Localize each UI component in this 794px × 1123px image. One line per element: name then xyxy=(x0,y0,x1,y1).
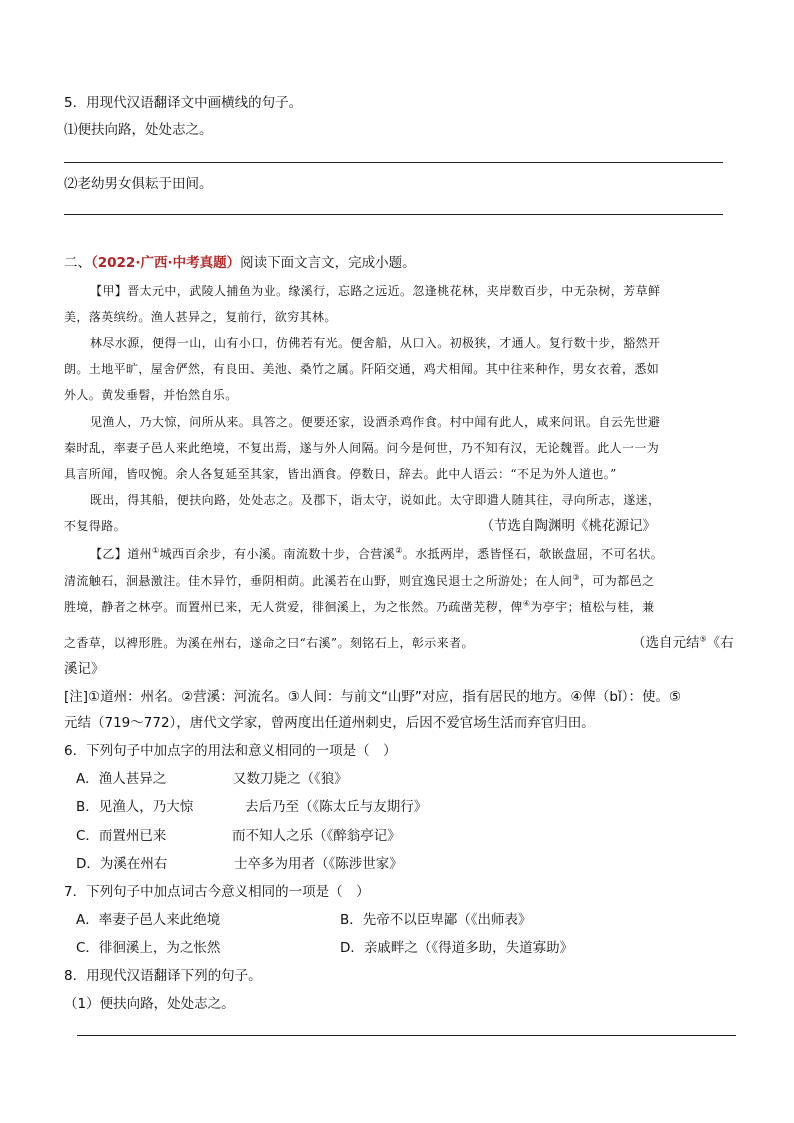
q7-option-d: D．亲戚畔之（《得道多助，失道寡助》 xyxy=(340,940,574,956)
passage-b-line: 胜境，静者之林亭。而置州已来，无人赏爱，徘徊溪上，为之怅然。乃疏凿芜秽，俾④为亭宇；植松与桂，兼 xyxy=(64,599,655,614)
q6-option-d-right: 士卒多为用者（《陈涉世家》 xyxy=(234,856,403,872)
notes-line: [注]①道州：州名。②营溪：河流名。③人间：与前文“山野”对应，指有居民的地方。④俾（bǐ）：使。⑤ xyxy=(64,689,682,705)
passage-a-line: 朗。土地平旷，屋舍俨然，有良田、美池、桑竹之属。阡陌交通，鸡犬相闻。其中往来种作，男女衣着，悉如 xyxy=(64,362,660,376)
passage-a-line: 美，落英缤纷。渔人甚异之，复前行，欲穷其林。 xyxy=(64,310,337,324)
passage-a-line: 【甲】晋太元中，武陵人捕鱼为业。缘溪行，忘路之远近。忽逢桃花林，夹岸数百步，中无杂树，芳草鲜 xyxy=(90,284,661,298)
q7-option-a: A．率妻子邑人来此绝境 xyxy=(76,912,221,928)
q6-stem: 6．下列句子中加点字的用法和意义相同的一项是（ ） xyxy=(64,743,397,759)
passage-a-line: 不复得路。 xyxy=(64,519,127,533)
passage-a-line: 见渔人，乃大惊，问所从来。具答之。便要还家，设酒杀鸡作食。村中闻有此人，咸来问讯。自云先世避 xyxy=(90,415,661,429)
q5-stem: 5．用现代汉语翻译文中画横线的句子。 xyxy=(64,95,303,111)
q7-stem: 7．下列句子中加点词古今意义相同的一项是（ ） xyxy=(64,884,370,900)
answer-line xyxy=(64,162,723,163)
passage-a-line: 既出，得其船，便扶向路，处处志之。及郡下，诣太守，说如此。太守即遣人随其往，寻向所志，遂迷， xyxy=(90,493,661,507)
passage-a-source: （节选自陶渊明《桃花源记》 xyxy=(480,518,656,534)
exam-source-tag: （2022·广西·中考真题） xyxy=(91,255,241,271)
q5-item-2: ⑵老幼男女俱耘于田间。 xyxy=(64,176,213,192)
q6-option-c-right: 而不知人之乐（《醉翁亭记》 xyxy=(232,828,401,844)
passage-b-source-cont: 溪记》 xyxy=(64,661,105,677)
q6-option-b-right: 去后乃至（《陈太丘与友期行》 xyxy=(245,799,428,815)
passage-a-line: 具言所闻，皆叹惋。余人各复延至其家，皆出酒食。停数日，辞去。此中人语云：“不足为外人道也。” xyxy=(64,467,617,481)
section-heading xyxy=(64,254,416,272)
q6-option-c-left: C．而置州已来 xyxy=(76,828,167,844)
passage-a-line: 秦时乱，率妻子邑人来此绝境，不复出焉，遂与外人间隔。问今是何世，乃不知有汉，无论魏晋。此人一一为 xyxy=(64,441,660,455)
q8-stem: 8．用现代汉语翻译下列的句子。 xyxy=(64,968,262,984)
passage-b-source: （选自元结⑤《右 xyxy=(632,634,734,651)
section-instruction: 阅读下面文言文，完成小题。 xyxy=(240,255,416,271)
passage-a-line: 外人。黄发垂髫，并怡然自乐。 xyxy=(64,388,238,402)
q5-item-1: ⑴便扶向路，处处志之。 xyxy=(64,122,213,138)
passage-b-line: 清流触石，洄悬激注。佳木异竹，垂阴相荫。此溪若在山野，则宜逸民退士之所游处；在人间③，可为都邑之 xyxy=(64,573,655,588)
answer-line xyxy=(64,214,723,215)
passage-b-line: 【乙】道州①城西百余步，有小溪。南流数十步，合营溪②。水抵两岸，悉皆怪石，欹嵌盘屈，不可名状。 xyxy=(90,546,664,561)
section-prefix: 二、 xyxy=(64,255,91,271)
answer-line xyxy=(77,1035,736,1036)
notes-line: 元结（719～772），唐代文学家，曾两度出任道州刺史，后因不爱官场生活而弃官归田。 xyxy=(64,715,595,731)
q6-option-a-right: 又数刀毙之（《狼》 xyxy=(233,771,348,787)
q7-option-c: C．徘徊溪上，为之怅然 xyxy=(76,940,221,956)
q7-option-b: B．先帝不以臣卑鄙（《出师表》 xyxy=(340,912,532,928)
passage-b-line: 之香草，以裨形胜。为溪在州右，遂命之曰“右溪”。刻铭石上，彰示来者。 xyxy=(64,636,474,650)
q6-option-a-left: A．渔人甚异之 xyxy=(76,771,167,787)
q6-option-d-left: D．为溪在州右 xyxy=(76,856,168,872)
passage-a-line: 林尽水源，便得一山，山有小口，仿佛若有光。便舍船，从口入。初极狭，才通人。复行数十步，豁然开 xyxy=(90,336,661,350)
q6-option-b-left: B．见渔人，乃大惊 xyxy=(76,799,194,815)
q8-item-1: （1）便扶向路，处处志之。 xyxy=(64,996,235,1012)
